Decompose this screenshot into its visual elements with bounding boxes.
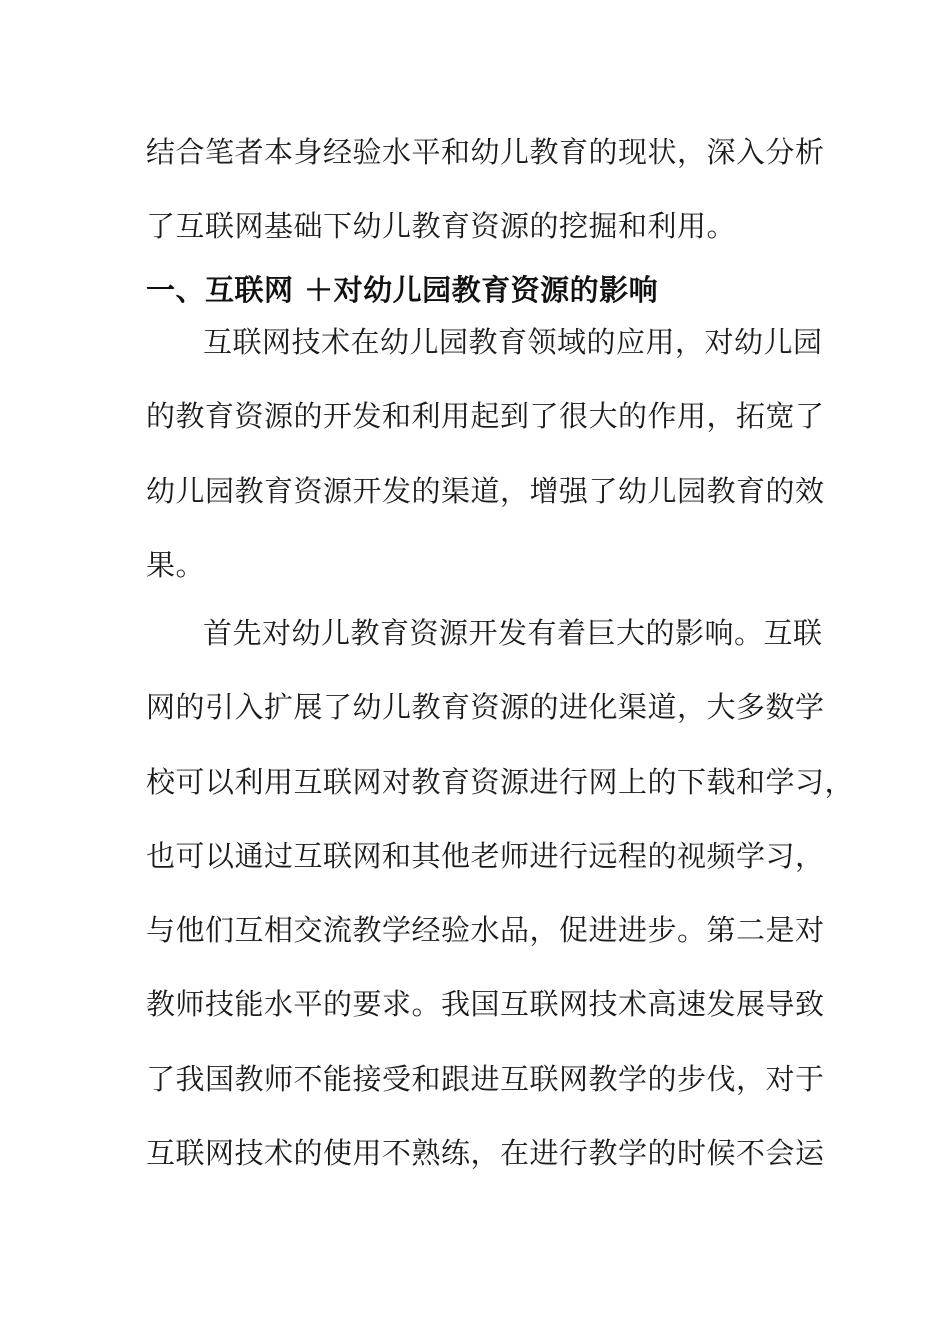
paragraph2-line-8: 互联网技术的使用不熟练，在进行教学的时候不会运 [146, 1136, 825, 1170]
paragraph1-line-4: 果。 [146, 548, 206, 582]
paragraph2-line-1: 首先对幼儿教育资源开发有着巨大的影响。互联 [203, 616, 823, 650]
paragraph2-line-6: 教师技能水平的要求。我国互联网技术高速发展导致 [146, 987, 825, 1021]
paragraph1-line-1: 互联网技术在幼儿园教育领域的应用，对幼儿园 [203, 325, 823, 359]
paragraph2-line-3: 校可以利用互联网对教育资源进行网上的下载和学习， [146, 765, 855, 799]
section-heading: 一、互联网 ＋对幼儿园教育资源的影响 [146, 273, 659, 307]
paragraph1-line-2: 的教育资源的开发和利用起到了很大的作用，拓宽了 [146, 399, 825, 433]
paragraph2-line-7: 了我国教师不能接受和跟进互联网教学的步伐，对于 [146, 1062, 825, 1096]
intro-line-1: 结合笔者本身经验水平和幼儿教育的现状，深入分析 [146, 135, 825, 169]
paragraph2-line-2: 网的引入扩展了幼儿教育资源的进化渠道，大多数学 [146, 690, 825, 724]
intro-line-2: 了互联网基础下幼儿教育资源的挖掘和利用。 [146, 209, 737, 243]
paragraph2-line-4: 也可以通过互联网和其他老师进行远程的视频学习， [146, 839, 825, 873]
paragraph1-line-3: 幼儿园教育资源开发的渠道，增强了幼儿园教育的效 [146, 474, 825, 508]
paragraph2-line-5: 与他们互相交流教学经验水品，促进进步。第二是对 [146, 913, 825, 947]
